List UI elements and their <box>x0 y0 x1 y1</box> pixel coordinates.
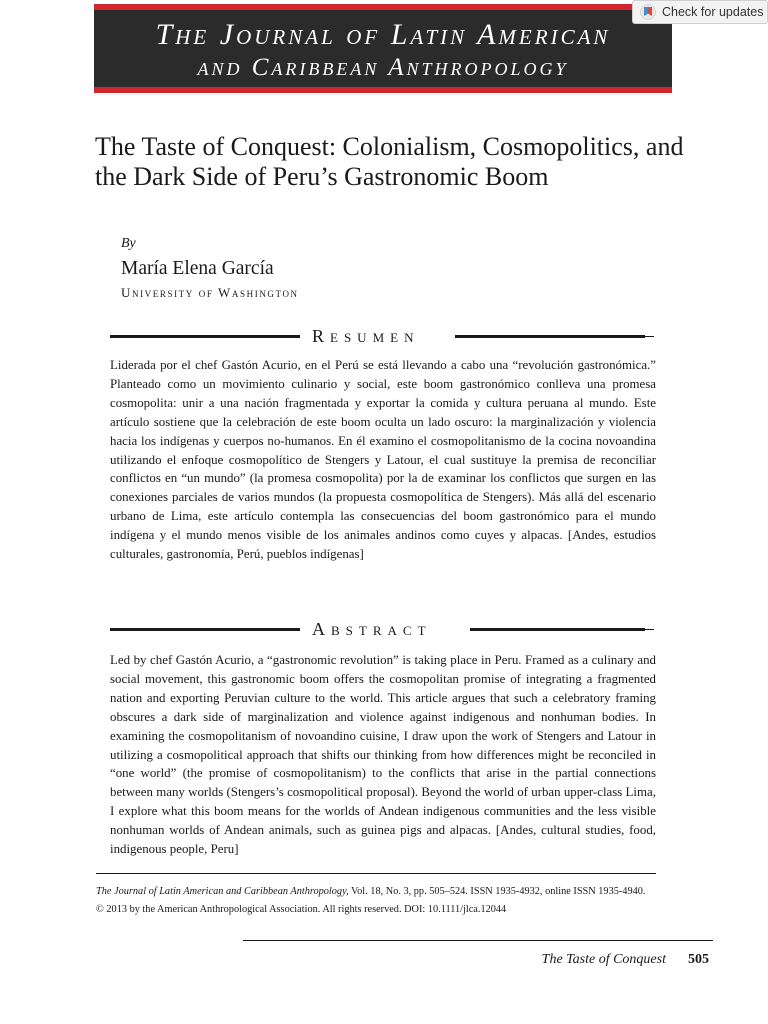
copyright-line: © 2013 by the American Anthropological Association. All rights reserved. DOI: 10.1111/jlca.12044 <box>96 904 507 915</box>
abstract-heading: Abstract <box>312 619 432 639</box>
abstract-rule-left <box>110 628 300 631</box>
crossmark-icon <box>640 4 656 20</box>
abstract-paragraph: Led by chef Gastón Acurio, a “gastronomic revolution” is taking place in Peru. Framed as a culinary and social movement, this gastronomic boom offers the cosmopolitan promise of integrating a fragmented nation and exporting Peruvian culture to the world. This article argues that such a celebratory framing obscures a dark side of marginalization and violence against indigenous and nonhuman bodies. In examining the cosmopolitanism of novoandino cuisine, I draw upon the work of Stengers and Latour in utilizing a cosmopolitical approach that shifts our thinking from how differences might be reconciled in “one world” (the promise of cosmopolitanism) to the conflicts that arise in the partial connections between many worlds (Stengers’s cosmopolitical proposal). Beyond the world of urban upper-class Lima, I explore what this boom means for the worlds of Andean indigenous communities and the less visible nonhuman worlds of Andean animals, such as guinea pigs and alpacas. [Andes, cultural studies, food, indigenous people, Peru] <box>110 653 656 857</box>
citation-line <box>96 886 645 897</box>
article-title: The Taste of Conquest: Colonialism, Cosmopolitics, and the Dark Side of Peru’s Gastronomic Boom <box>95 132 684 191</box>
byline-label: By <box>121 236 136 251</box>
resumen-rule-tail <box>645 336 654 337</box>
abstract-rule-right <box>470 628 645 631</box>
journal-name-line-1: The Journal of Latin American <box>155 18 611 51</box>
author-affiliation: University of Washington <box>121 285 299 300</box>
author-name: María Elena García <box>121 258 274 279</box>
page-number: 505 <box>688 952 709 967</box>
resumen-rule-right <box>455 335 645 338</box>
check-for-updates-label: Check for updates <box>662 5 764 19</box>
resumen-paragraph: Liderada por el chef Gastón Acurio, en el Perú se está llevando a cabo una “revolución gastronómica.” Planteado como un movimiento culinario y social, este boom gastronómico conlleva una promesa cosmopolita: unir a una nación fragmentada y exportar la comida y cultura peruana al mundo. Este artículo sostiene que la celebración de este boom oculta un lado oscuro: la marginalización y violencia hacia los indígenas y cuerpos no-humanos. En él examino el cosmopolitanismo de la cocina novoandina utilizando el enfoque cosmopolítico de Stengers y Latour, el cual sustituye la premisa de reconciliar conflictos en “un mundo” (la promesa cosmopolita) por la de examinar los conflictos que surgen en las conexiones parciales de varios mundos (la propuesta cosmopolítica de Stengers). Más allá del escenario urbano de Lima, este artículo contempla las consecuencias del boom gastronómico para el mundo indígena y el mundo menos visible de los animales andinos como cuyes y alpacas. [Andes, estudios culturales, gastronomía, Perú, pueblos indígenas] <box>110 358 656 562</box>
citation-journal-name: The Journal of Latin American and Caribbean Anthropology, <box>96 886 349 897</box>
journal-name-line-2: and Caribbean Anthropology <box>197 54 569 81</box>
masthead-bottom-stripe <box>94 87 672 93</box>
citation-details: Vol. 18, No. 3, pp. 505–524. ISSN 1935-4932, online ISSN 1935-4940. <box>348 886 646 897</box>
resumen-heading: Resumen <box>312 326 420 346</box>
running-title: The Taste of Conquest <box>541 952 666 967</box>
footer-divider <box>243 940 713 941</box>
abstract-rule-tail <box>645 629 654 630</box>
resumen-rule-left <box>110 335 300 338</box>
journal-masthead <box>94 10 672 87</box>
footnote-divider <box>96 873 656 874</box>
check-for-updates-button[interactable] <box>632 0 768 24</box>
